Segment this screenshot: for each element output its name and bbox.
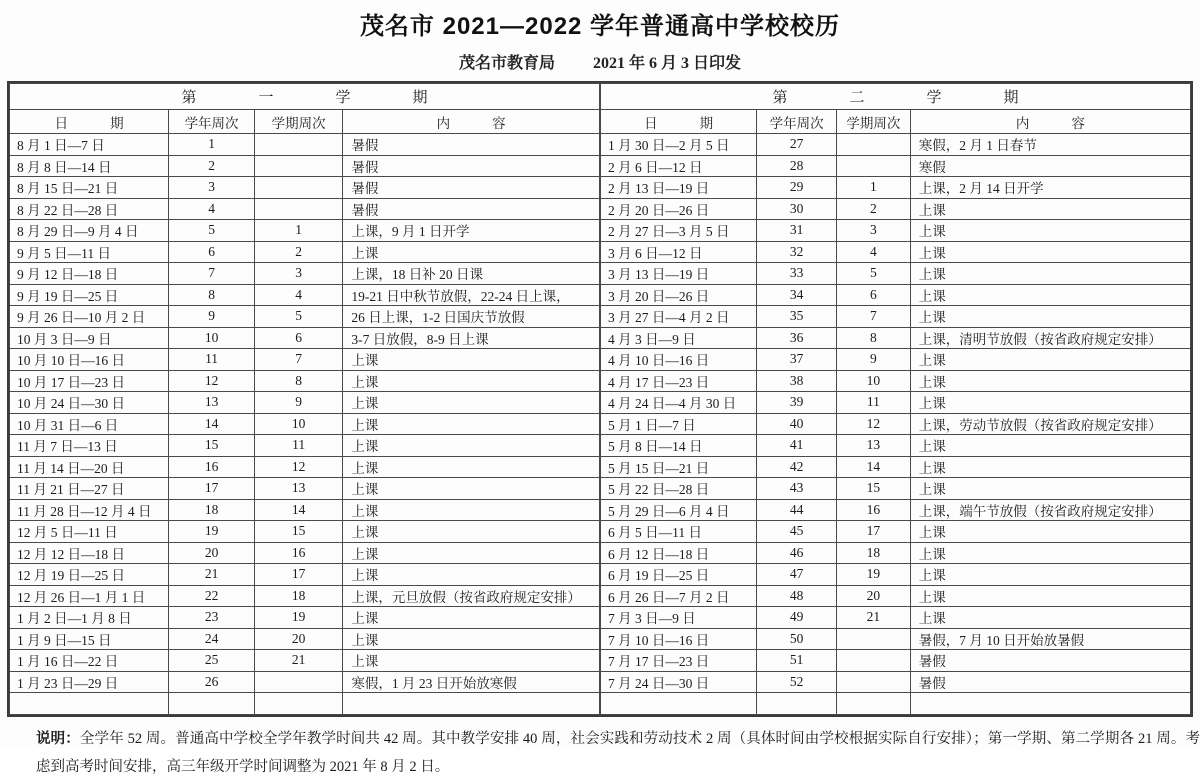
table-cell: 16 bbox=[254, 542, 343, 564]
table-cell: 上课 bbox=[343, 456, 600, 478]
table-row bbox=[601, 134, 1191, 156]
table-cell: 24 bbox=[169, 628, 255, 650]
table-row bbox=[601, 628, 1191, 650]
table-cell: 5 bbox=[254, 306, 343, 328]
table-cell: 暑假 bbox=[343, 155, 600, 177]
table-cell: 4 bbox=[169, 198, 255, 220]
table-cell: 26 日上课，1-2 日国庆节放假 bbox=[343, 306, 600, 328]
table-row bbox=[601, 220, 1191, 242]
table-cell: 上课 bbox=[910, 564, 1190, 586]
table-cell: 10 bbox=[254, 413, 343, 435]
col-header-year-week: 学年周次 bbox=[169, 110, 255, 134]
table-cell: 7 月 10 日—16 日 bbox=[601, 628, 757, 650]
table-cell: 10 bbox=[169, 327, 255, 349]
table-cell: 上课 bbox=[910, 607, 1190, 629]
table-cell: 23 bbox=[169, 607, 255, 629]
table-cell: 14 bbox=[254, 499, 343, 521]
table-row bbox=[10, 499, 600, 521]
table-row bbox=[601, 241, 1191, 263]
footer-note bbox=[36, 725, 1200, 781]
table-cell: 9 bbox=[169, 306, 255, 328]
table-cell: 上课 bbox=[343, 392, 600, 414]
semester2-header-row bbox=[601, 84, 1191, 110]
table-cell: 11 bbox=[836, 392, 910, 414]
table-cell: 5 bbox=[169, 220, 255, 242]
table-cell: 21 bbox=[169, 564, 255, 586]
table-cell: 6 月 5 日—11 日 bbox=[601, 521, 757, 543]
table-cell: 上课 bbox=[910, 198, 1190, 220]
table-cell: 7 bbox=[836, 306, 910, 328]
table-row bbox=[10, 177, 600, 199]
table-row bbox=[601, 306, 1191, 328]
table-cell: 上课，劳动节放假（按省政府规定安排） bbox=[910, 413, 1190, 435]
table-cell: 1 月 23 日—29 日 bbox=[10, 671, 169, 693]
table-row bbox=[601, 263, 1191, 285]
col-header-date: 日期 bbox=[10, 110, 169, 134]
table-cell: 44 bbox=[757, 499, 837, 521]
table-row bbox=[10, 284, 600, 306]
table-cell: 暑假 bbox=[910, 671, 1190, 693]
col-header-content: 内容 bbox=[343, 110, 600, 134]
table-cell: 10 月 3 日—9 日 bbox=[10, 327, 169, 349]
table-cell: 2 bbox=[836, 198, 910, 220]
table-row bbox=[10, 628, 600, 650]
table-cell bbox=[343, 693, 600, 715]
table-row bbox=[10, 585, 600, 607]
table-row bbox=[601, 693, 1191, 715]
table-cell: 35 bbox=[757, 306, 837, 328]
semester1-columns-row bbox=[10, 110, 600, 134]
table-cell: 5 月 29 日—6 月 4 日 bbox=[601, 499, 757, 521]
table-row bbox=[601, 564, 1191, 586]
table-cell: 26 bbox=[169, 671, 255, 693]
table-row bbox=[10, 198, 600, 220]
table-cell: 上课 bbox=[343, 607, 600, 629]
table-cell: 5 月 8 日—14 日 bbox=[601, 435, 757, 457]
table-cell bbox=[254, 155, 343, 177]
table-cell bbox=[169, 693, 255, 715]
table-cell: 上课 bbox=[343, 241, 600, 263]
table-cell: 18 bbox=[836, 542, 910, 564]
table-cell: 8 月 8 日—14 日 bbox=[10, 155, 169, 177]
table-cell: 6 bbox=[254, 327, 343, 349]
table-cell: 15 bbox=[836, 478, 910, 500]
table-cell: 上课 bbox=[343, 435, 600, 457]
table-cell: 49 bbox=[757, 607, 837, 629]
table-row bbox=[10, 263, 600, 285]
table-cell: 6 月 12 日—18 日 bbox=[601, 542, 757, 564]
table-cell: 5 月 1 日—7 日 bbox=[601, 413, 757, 435]
table-cell: 29 bbox=[757, 177, 837, 199]
table-cell: 12 月 5 日—11 日 bbox=[10, 521, 169, 543]
table-cell: 10 bbox=[836, 370, 910, 392]
table-cell: 6 月 26 日—7 月 2 日 bbox=[601, 585, 757, 607]
table-cell: 25 bbox=[169, 650, 255, 672]
table-row bbox=[10, 220, 600, 242]
table-cell: 20 bbox=[254, 628, 343, 650]
table-row bbox=[601, 155, 1191, 177]
table-cell: 1 月 30 日—2 月 5 日 bbox=[601, 134, 757, 156]
table-row bbox=[601, 435, 1191, 457]
table-row bbox=[601, 478, 1191, 500]
table-cell: 上课 bbox=[910, 478, 1190, 500]
table-cell: 上课 bbox=[343, 349, 600, 371]
table-cell: 51 bbox=[757, 650, 837, 672]
table-cell: 48 bbox=[757, 585, 837, 607]
table-cell: 上课，2 月 14 日开学 bbox=[910, 177, 1190, 199]
table-cell: 11 bbox=[254, 435, 343, 457]
table-cell: 13 bbox=[836, 435, 910, 457]
table-row bbox=[10, 564, 600, 586]
table-cell: 41 bbox=[757, 435, 837, 457]
table-row bbox=[601, 671, 1191, 693]
table-cell: 1 bbox=[254, 220, 343, 242]
col-header-semester-week: 学期周次 bbox=[836, 110, 910, 134]
table-cell: 10 月 24 日—30 日 bbox=[10, 392, 169, 414]
table-cell: 12 月 19 日—25 日 bbox=[10, 564, 169, 586]
table-cell: 8 月 1 日—7 日 bbox=[10, 134, 169, 156]
table-cell: 27 bbox=[757, 134, 837, 156]
table-cell: 8 bbox=[169, 284, 255, 306]
semester1-header-row bbox=[10, 84, 600, 110]
table-cell bbox=[836, 693, 910, 715]
table-cell bbox=[254, 693, 343, 715]
table-row bbox=[601, 284, 1191, 306]
table-cell bbox=[910, 693, 1190, 715]
table-cell: 1 月 9 日—15 日 bbox=[10, 628, 169, 650]
table-row bbox=[10, 521, 600, 543]
table-cell: 1 月 2 日—1 月 8 日 bbox=[10, 607, 169, 629]
table-row bbox=[10, 650, 600, 672]
table-cell: 8 月 22 日—28 日 bbox=[10, 198, 169, 220]
table-cell bbox=[254, 198, 343, 220]
table-cell: 上课 bbox=[910, 370, 1190, 392]
page-title: 茂名市 2021—2022 学年普通高中学校校历 bbox=[359, 13, 841, 40]
table-cell: 3 月 6 日—12 日 bbox=[601, 241, 757, 263]
table-cell: 4 bbox=[254, 284, 343, 306]
note-label: 说明： bbox=[36, 730, 80, 747]
table-cell: 50 bbox=[757, 628, 837, 650]
semester2-body bbox=[601, 134, 1191, 715]
table-cell: 上课 bbox=[343, 370, 600, 392]
table-cell: 30 bbox=[757, 198, 837, 220]
table-row bbox=[601, 542, 1191, 564]
table-cell: 7 bbox=[169, 263, 255, 285]
table-cell: 15 bbox=[254, 521, 343, 543]
table-cell: 13 bbox=[254, 478, 343, 500]
table-cell: 19 bbox=[169, 521, 255, 543]
table-cell: 40 bbox=[757, 413, 837, 435]
table-cell: 上课 bbox=[343, 413, 600, 435]
table-row bbox=[601, 521, 1191, 543]
table-row bbox=[601, 499, 1191, 521]
table-cell: 16 bbox=[836, 499, 910, 521]
table-cell: 上课 bbox=[343, 650, 600, 672]
table-row bbox=[10, 413, 600, 435]
table-row bbox=[10, 671, 600, 693]
table-cell: 12 bbox=[254, 456, 343, 478]
table-cell: 28 bbox=[757, 155, 837, 177]
table-cell: 上课，清明节放假（按省政府规定安排） bbox=[910, 327, 1190, 349]
table-cell: 上课 bbox=[343, 478, 600, 500]
table-cell: 4 月 17 日—23 日 bbox=[601, 370, 757, 392]
table-cell: 14 bbox=[836, 456, 910, 478]
table-cell: 8 bbox=[836, 327, 910, 349]
table-cell: 32 bbox=[757, 241, 837, 263]
table-row bbox=[10, 327, 600, 349]
table-cell: 9 月 5 日—11 日 bbox=[10, 241, 169, 263]
table-row bbox=[601, 585, 1191, 607]
table-cell: 上课 bbox=[343, 521, 600, 543]
table-cell: 2 月 27 日—3 月 5 日 bbox=[601, 220, 757, 242]
table-cell: 6 月 19 日—25 日 bbox=[601, 564, 757, 586]
table-cell: 2 月 6 日—12 日 bbox=[601, 155, 757, 177]
table-cell: 1 bbox=[169, 134, 255, 156]
table-cell: 5 bbox=[836, 263, 910, 285]
table-cell: 8 bbox=[254, 370, 343, 392]
table-cell: 2 bbox=[169, 155, 255, 177]
table-row bbox=[601, 650, 1191, 672]
table-cell: 8 月 29 日—9 月 4 日 bbox=[10, 220, 169, 242]
table-cell: 7 月 17 日—23 日 bbox=[601, 650, 757, 672]
table-cell: 34 bbox=[757, 284, 837, 306]
table-cell: 12 bbox=[169, 370, 255, 392]
table-row bbox=[601, 392, 1191, 414]
table-cell: 上课 bbox=[910, 241, 1190, 263]
table-row bbox=[601, 327, 1191, 349]
table-row bbox=[601, 198, 1191, 220]
table-cell: 39 bbox=[757, 392, 837, 414]
table-cell: 上课 bbox=[910, 542, 1190, 564]
table-cell: 8 月 15 日—21 日 bbox=[10, 177, 169, 199]
table-cell bbox=[836, 628, 910, 650]
table-cell: 3 月 20 日—26 日 bbox=[601, 284, 757, 306]
table-cell: 22 bbox=[169, 585, 255, 607]
table-cell: 14 bbox=[169, 413, 255, 435]
table-cell: 9 bbox=[836, 349, 910, 371]
issuer-line bbox=[0, 50, 1200, 73]
table-cell: 上课 bbox=[910, 392, 1190, 414]
table-cell: 21 bbox=[836, 607, 910, 629]
table-cell: 上课，端午节放假（按省政府规定安排） bbox=[910, 499, 1190, 521]
table-cell: 1 月 16 日—22 日 bbox=[10, 650, 169, 672]
table-cell: 9 bbox=[254, 392, 343, 414]
table-cell: 寒假，1 月 23 日开始放寒假 bbox=[343, 671, 600, 693]
table-row bbox=[601, 607, 1191, 629]
table-cell bbox=[10, 693, 169, 715]
table-row bbox=[10, 456, 600, 478]
table-cell: 37 bbox=[757, 349, 837, 371]
table-cell bbox=[757, 693, 837, 715]
semester1-table bbox=[9, 83, 600, 715]
table-cell bbox=[254, 177, 343, 199]
table-cell: 52 bbox=[757, 671, 837, 693]
table-cell: 6 bbox=[836, 284, 910, 306]
table-cell: 10 月 10 日—16 日 bbox=[10, 349, 169, 371]
table-cell: 19-21 日中秋节放假，22-24 日上课， bbox=[343, 284, 600, 306]
table-row bbox=[601, 177, 1191, 199]
table-cell: 9 月 12 日—18 日 bbox=[10, 263, 169, 285]
semester1-body bbox=[10, 134, 600, 715]
table-cell: 20 bbox=[836, 585, 910, 607]
table-row bbox=[10, 693, 600, 715]
table-cell: 上课 bbox=[910, 521, 1190, 543]
table-cell: 上课，18 日补 20 日课 bbox=[343, 263, 600, 285]
table-cell: 6 bbox=[169, 241, 255, 263]
table-row bbox=[601, 349, 1191, 371]
table-cell: 19 bbox=[836, 564, 910, 586]
table-cell: 42 bbox=[757, 456, 837, 478]
semester2-title: 第二学期 bbox=[601, 84, 1191, 110]
table-cell: 19 bbox=[254, 607, 343, 629]
table-cell: 10 月 31 日—6 日 bbox=[10, 413, 169, 435]
table-row bbox=[10, 435, 600, 457]
table-cell: 20 bbox=[169, 542, 255, 564]
table-cell: 12 月 26 日—1 月 1 日 bbox=[10, 585, 169, 607]
table-cell: 3 bbox=[836, 220, 910, 242]
table-cell: 上课 bbox=[910, 456, 1190, 478]
table-cell: 11 月 21 日—27 日 bbox=[10, 478, 169, 500]
table-cell: 上课 bbox=[910, 284, 1190, 306]
table-cell: 2 bbox=[254, 241, 343, 263]
table-cell: 33 bbox=[757, 263, 837, 285]
table-cell bbox=[836, 650, 910, 672]
table-cell: 45 bbox=[757, 521, 837, 543]
table-row bbox=[10, 349, 600, 371]
table-cell bbox=[836, 671, 910, 693]
table-cell: 4 月 3 日—9 日 bbox=[601, 327, 757, 349]
table-row bbox=[10, 607, 600, 629]
table-cell: 9 月 26 日—10 月 2 日 bbox=[10, 306, 169, 328]
col-header-year-week: 学年周次 bbox=[757, 110, 837, 134]
table-cell: 上课 bbox=[910, 435, 1190, 457]
table-cell: 暑假 bbox=[343, 177, 600, 199]
table-cell: 17 bbox=[169, 478, 255, 500]
table-cell bbox=[601, 693, 757, 715]
table-cell: 21 bbox=[254, 650, 343, 672]
issuer-name: 茂名市教育局 bbox=[458, 55, 555, 72]
table-cell: 3-7 日放假，8-9 日上课 bbox=[343, 327, 600, 349]
table-cell: 寒假，2 月 1 日春节 bbox=[910, 134, 1190, 156]
table-cell: 11 月 14 日—20 日 bbox=[10, 456, 169, 478]
table-cell: 上课 bbox=[343, 564, 600, 586]
semester2-table bbox=[600, 83, 1191, 715]
table-cell: 2 月 13 日—19 日 bbox=[601, 177, 757, 199]
table-cell: 43 bbox=[757, 478, 837, 500]
table-cell: 47 bbox=[757, 564, 837, 586]
table-cell: 3 月 13 日—19 日 bbox=[601, 263, 757, 285]
table-cell: 17 bbox=[836, 521, 910, 543]
table-row bbox=[601, 456, 1191, 478]
table-row bbox=[10, 306, 600, 328]
table-cell: 31 bbox=[757, 220, 837, 242]
table-cell: 38 bbox=[757, 370, 837, 392]
table-cell bbox=[254, 671, 343, 693]
table-cell: 暑假，7 月 10 日开始放暑假 bbox=[910, 628, 1190, 650]
table-cell: 上课 bbox=[910, 220, 1190, 242]
table-cell: 17 bbox=[254, 564, 343, 586]
table-row bbox=[10, 478, 600, 500]
table-cell: 上课 bbox=[343, 542, 600, 564]
table-cell: 10 月 17 日—23 日 bbox=[10, 370, 169, 392]
table-row bbox=[10, 155, 600, 177]
table-cell: 上课 bbox=[910, 349, 1190, 371]
table-cell: 1 bbox=[836, 177, 910, 199]
table-row bbox=[10, 370, 600, 392]
table-cell: 暑假 bbox=[343, 134, 600, 156]
table-cell: 暑假 bbox=[343, 198, 600, 220]
col-header-semester-week: 学期周次 bbox=[254, 110, 343, 134]
table-cell bbox=[836, 155, 910, 177]
table-cell: 12 月 12 日—18 日 bbox=[10, 542, 169, 564]
table-cell: 36 bbox=[757, 327, 837, 349]
table-cell: 暑假 bbox=[910, 650, 1190, 672]
table-cell: 上课，9 月 1 日开学 bbox=[343, 220, 600, 242]
table-row bbox=[601, 413, 1191, 435]
table-cell: 上课 bbox=[343, 628, 600, 650]
table-cell: 4 月 10 日—16 日 bbox=[601, 349, 757, 371]
col-header-date: 日期 bbox=[601, 110, 757, 134]
table-row bbox=[10, 392, 600, 414]
table-cell: 4 bbox=[836, 241, 910, 263]
table-row bbox=[10, 542, 600, 564]
table-cell: 12 bbox=[836, 413, 910, 435]
note-text: 全学年 52 周。普通高中学校全学年教学时间共 42 周。其中教学安排 40 周，社会实践和劳动技术 2 周（具体时间由学校根据实际自行安排）；第一学期、第二学期各 21 周。考虑到高考时间安排，高三年级开学时间调整为 2021 年 8 月 2 日。 bbox=[36, 730, 1200, 775]
table-cell: 3 bbox=[254, 263, 343, 285]
table-cell bbox=[836, 134, 910, 156]
table-cell: 2 月 20 日—26 日 bbox=[601, 198, 757, 220]
semester2-columns-row bbox=[601, 110, 1191, 134]
table-row bbox=[601, 370, 1191, 392]
table-cell: 上课，元旦放假（按省政府规定安排） bbox=[343, 585, 600, 607]
table-cell: 5 月 15 日—21 日 bbox=[601, 456, 757, 478]
table-cell: 上课 bbox=[910, 263, 1190, 285]
table-cell: 4 月 24 日—4 月 30 日 bbox=[601, 392, 757, 414]
table-cell: 上课 bbox=[910, 306, 1190, 328]
table-cell: 3 bbox=[169, 177, 255, 199]
table-cell: 上课 bbox=[910, 585, 1190, 607]
table-cell: 18 bbox=[254, 585, 343, 607]
table-cell: 13 bbox=[169, 392, 255, 414]
table-cell: 寒假 bbox=[910, 155, 1190, 177]
col-header-content: 内容 bbox=[910, 110, 1190, 134]
table-cell: 18 bbox=[169, 499, 255, 521]
table-cell: 3 月 27 日—4 月 2 日 bbox=[601, 306, 757, 328]
table-cell: 11 月 28 日—12 月 4 日 bbox=[10, 499, 169, 521]
table-cell bbox=[254, 134, 343, 156]
table-cell: 46 bbox=[757, 542, 837, 564]
table-cell: 16 bbox=[169, 456, 255, 478]
semester1-title: 第一学期 bbox=[10, 84, 600, 110]
table-cell: 7 bbox=[254, 349, 343, 371]
table-cell: 5 月 22 日—28 日 bbox=[601, 478, 757, 500]
table-row bbox=[10, 241, 600, 263]
table-cell: 7 月 3 日—9 日 bbox=[601, 607, 757, 629]
table-cell: 9 月 19 日—25 日 bbox=[10, 284, 169, 306]
table-cell: 7 月 24 日—30 日 bbox=[601, 671, 757, 693]
calendar-table bbox=[7, 81, 1193, 717]
table-cell: 11 月 7 日—13 日 bbox=[10, 435, 169, 457]
table-cell: 上课 bbox=[343, 499, 600, 521]
table-cell: 11 bbox=[169, 349, 255, 371]
print-date: 2021 年 6 月 3 日印发 bbox=[593, 55, 742, 72]
table-row bbox=[10, 134, 600, 156]
table-cell: 15 bbox=[169, 435, 255, 457]
